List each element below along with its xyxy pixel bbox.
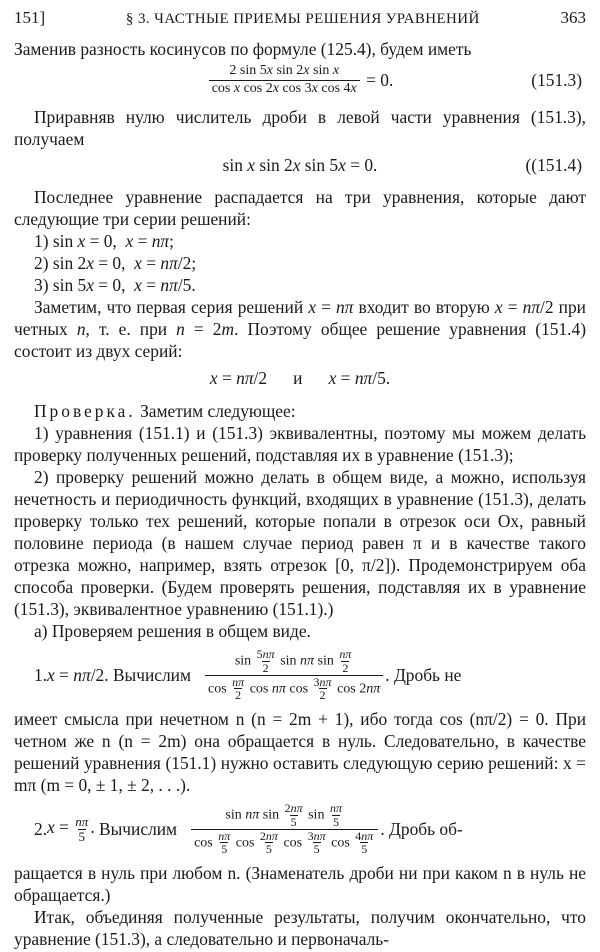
paragraph-5: имеет смысла при нечетном n (n = 2m + 1), ибо тогда cos (nπ/2) = 0. При четном же n (n = 2m) она обращается в нуль. Следовательно, в качестве решений уравнения (151.1) нужно оставить следующую серию решений: x = mπ (m = 0, ± 1, ± 2, . . .). [14, 709, 586, 795]
paragraph-6: ращается в нуль при любом n. (Знаменатель дроби ни при каком n в нуль не обращается.) [14, 863, 586, 905]
paragraph-4: Заметим, что первая серия решений x = nπ входит во вторую x = nπ/2 при четных n, т. е. при n = 2m. Поэтому общее решение уравнения (151.4) состоит из двух серий: [14, 297, 586, 361]
paragraph-3: Последнее уравнение распадается на три уравнения, которые дают следующие три серии решений: [14, 187, 586, 229]
series-1: 1) sin x = 0, x = nπ; [34, 231, 174, 251]
check-heading: Проверка. [34, 401, 136, 421]
equation-number-151-4: ((151.4) [525, 154, 582, 175]
two-series: x = nπ/2 и x = nπ/5. [209, 367, 391, 388]
page-number: 363 [560, 8, 586, 27]
equation-151-4: sin x sin 2x sin 5x = 0. ((151.4) [222, 154, 582, 175]
series-3: 3) sin 5x = 0, x = nπ/5. [34, 275, 196, 295]
paragraph-1: Заменив разность косинусов по формуле (125.4), будем иметь [14, 39, 472, 59]
check-point-1: 1) уравнения (151.1) и (151.3) эквивалентны, поэтому мы можем делать проверку полученных решений, подставляя их в уравнение (151.3); [14, 423, 586, 465]
header-section-title: § 3. ЧАСТНЫЕ ПРИЕМЫ РЕШЕНИЯ УРАВНЕНИЙ [125, 11, 480, 27]
paragraph-7: Итак, объединяя полученные результаты, получим окончательно, что уравнение (151.3), а следовательно и первоначаль- [14, 907, 586, 949]
check-item-1: 1. x = nπ/2. Вычислим sin $\frac{5n\pi}{2}$ sin nπ sin $\frac{n\pi}{2}$ cos $\frac{n\pi}{2}$ cos nπ cos $\frac{3n\pi}{2}$ cos 2nπ . Дробь не [34, 647, 462, 703]
check-general-heading: а) Проверяем решения в общем виде. [34, 621, 311, 641]
equation-number-151-3: (151.3) [531, 69, 582, 90]
check-point-2: 2) проверку решений можно делать в общем виде, а можно, используя нечетность и периодичность функций, входящих в уравнение (151.3), делать проверку только тех решений, которые попали в отрезок оси Ox, равный половине периода (в нашем случае период равен π и в качестве такого отрезка можно, например, взять отрезок [0, π/2]). Продемонстрируем оба способа проверки. (Будем проверять решения, подставляя их в уравнение (151.3), эквивалентное уравнению (151.1).) [14, 467, 586, 619]
header-left: 151] [14, 8, 46, 27]
series-2: 2) sin 2x = 0, x = nπ/2; [34, 253, 197, 273]
check-intro: Проверка. Заметим следующее: [34, 401, 296, 421]
equation-151-3: $\frac{\text{2 sin 5x sin 2x sin x}}{\text{cos x cos 2x cos 3x cos 4x}}$ = 0. (151.3) [14, 60, 586, 100]
page-header [14, 8, 586, 38]
paragraph-2: Приравняв нулю числитель дроби в левой части уравнения (151.3), получаем [14, 107, 586, 149]
check-item-2: 2. x = $\frac{n\pi}{5}$ . Вычислим sin nπ sin $\frac{2n\pi}{5}$ sin $\frac{n\pi}{5}$ cos $\frac{n\pi}{5}$ cos $\frac{2n\pi}{5}$ cos $\frac{3n\pi}{5}$ cos $\frac{4n\pi}{5}$ . Дробь об- [34, 801, 463, 857]
